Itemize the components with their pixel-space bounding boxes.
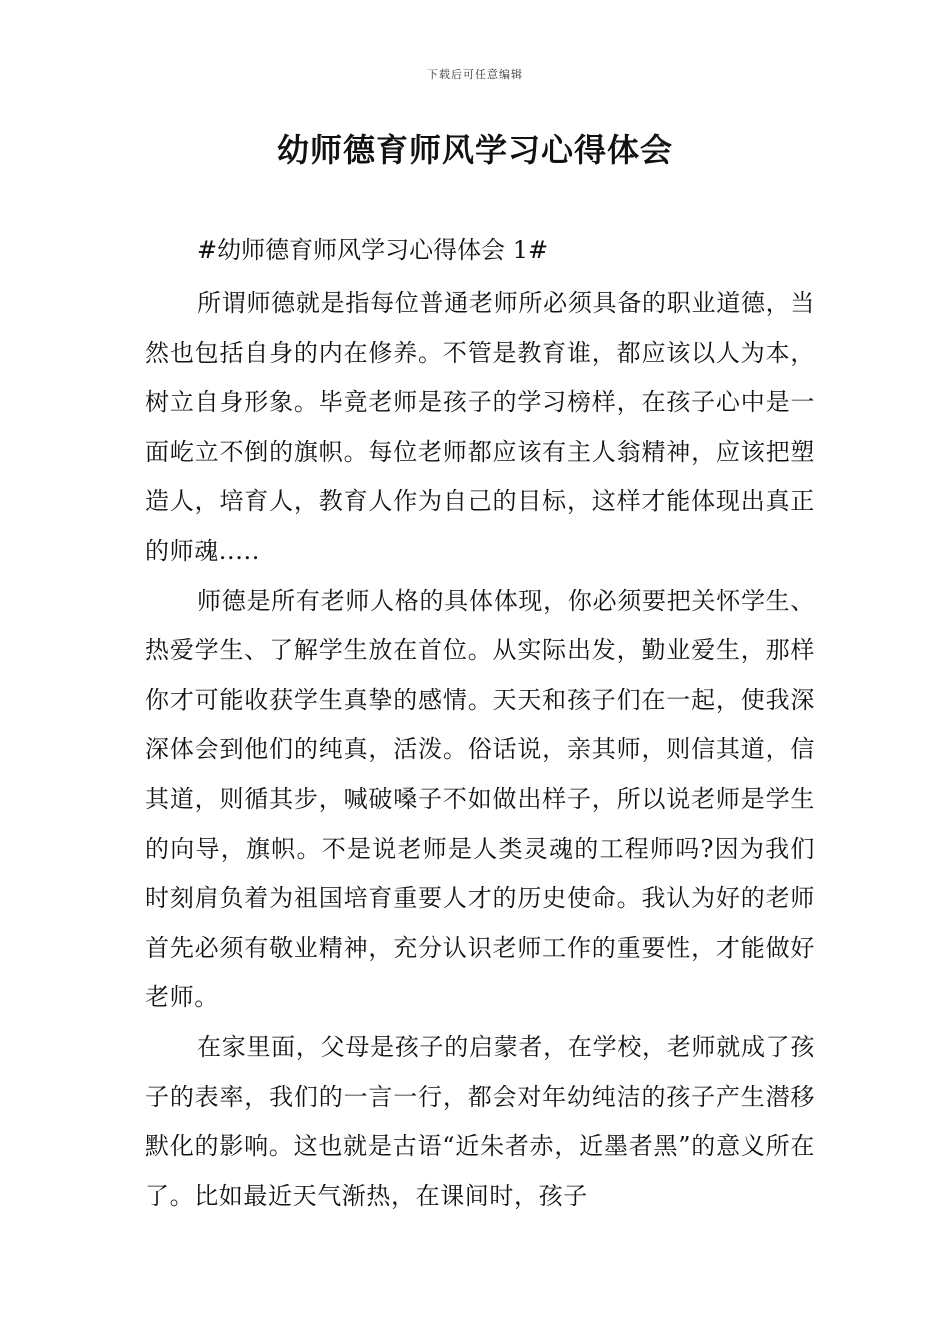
paragraph: 师德是所有老师人格的具体体现，你必须要把关怀学生、热爱学生、了解学生放在首位。从实际出发，勤业爱生，那样你才可能收获学生真挚的感情。天天和孩子们在一起，使我深深体会到他们的纯真，活泼。俗话说，亲其师，则信其道，信其道，则循其步，喊破嗓子不如做出样子，所以说老师是学生的向导，旗帜。不是说老师是人类灵魂的工程师吗?因为我们时刻肩负着为祖国培育重要人才的历史使命。我认为好的老师首先必须有敬业精神，充分认识老师工作的重要性，才能做好老师。: [145, 586, 815, 1012]
paragraph: 所谓师德就是指每位普通老师所必须具备的职业道德，当然也包括自身的内在修养。不管是教育谁，都应该以人为本，树立自身形象。毕竟老师是孩子的学习榜样，在孩子心中是一面屹立不倒的旗帜。每位老师都应该有主人翁精神，应该把塑造人，培育人，教育人作为自己的目标，这样才能体现出真正的师魂.....: [145, 289, 815, 565]
document-body: [145, 279, 815, 1221]
header-note: 下载后可任意编辑: [427, 68, 523, 81]
section-heading: #幼师德育师风学习心得体会 1#: [197, 236, 549, 264]
document-title: 幼师德育师风学习心得体会: [276, 131, 673, 169]
paragraph: 在家里面，父母是孩子的启蒙者，在学校，老师就成了孩子的表率，我们的一言一行，都会对年幼纯洁的孩子产生潜移默化的影响。这也就是古语“近朱者赤，近墨者黑”的意义所在了。比如最近天气渐热，在课间时，孩子: [145, 1032, 815, 1210]
